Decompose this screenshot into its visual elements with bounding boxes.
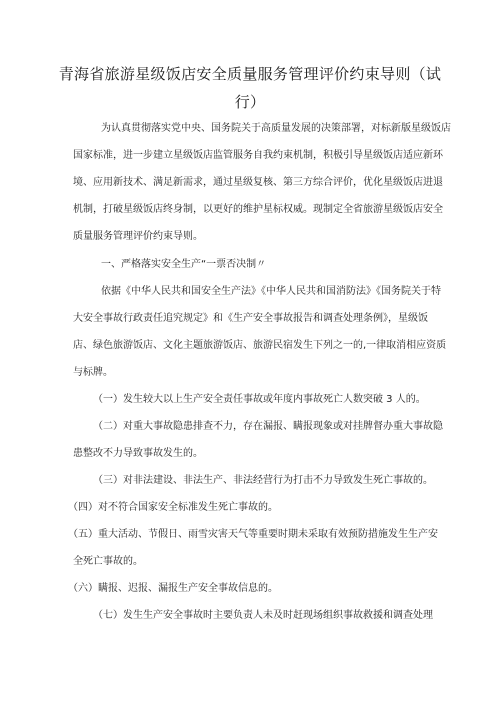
- document-title-line-2: 行）: [234, 93, 266, 111]
- paragraph-line: 店、绿色旅游饭店、文化主题旅游饭店、旅游民宿发生下列之一的,一律取消相应资质: [73, 340, 447, 351]
- list-item: （四）对不符合国家安全标准发生死亡事故的。: [68, 502, 278, 513]
- section-heading: 一、严格落实安全生产“一票否决制〃: [101, 259, 267, 270]
- paragraph-line: 为认真贯彻落实党中央、国务院关于高质量发展的决策部署，对标新版星级饭店: [101, 123, 451, 134]
- paragraph-line: （五）重大活动、节假日、雨雪灾害天气等重要时期未采取有效预防措施发生生产安: [68, 529, 438, 540]
- paragraph-line: 国家标准，进一步建立星级饭店监管服务自我约束机制，积极引导星级饭店适应新环: [73, 150, 443, 161]
- paragraph-line: 全死亡事故的。: [73, 556, 143, 567]
- paragraph-line: 机制，打破星级饭店终身制，以更好的维护星标权威。现制定全省旅游星级饭店安全: [73, 204, 443, 215]
- paragraph-line: 质量服务管理评价约束导则。: [73, 231, 203, 242]
- list-item: （三）对非法建设、非法生产、非法经营行为打击不力导致发生死亡事故的。: [93, 475, 433, 486]
- list-item: （六）瞒报、迟报、漏报生产安全事故信息的。: [68, 583, 278, 594]
- paragraph-line: 大安全事故行政责任追究规定》和《生产安全事故报告和调查处理条例》，星级饭: [73, 313, 428, 324]
- list-item: （一）发生较大以上生产安全责任事故或年度内事故死亡人数突破 3 人的。: [93, 394, 426, 405]
- paragraph-line: 境、应用新技术、满足新需求，通过星级复核、第三方综合评价，优化星级饭店进退: [73, 177, 443, 188]
- paragraph-line: 与标牌。: [73, 367, 113, 378]
- document-title-line-1: 青海省旅游星级饭店安全质量服务管理评价约束导则（试: [58, 65, 442, 83]
- paragraph-line: 依据《中华人民共和国安全生产法》《中华人民共和国消防法》《国务院关于特: [101, 286, 441, 297]
- paragraph-line: （二）对重大事故隐患排查不力，存在漏报、瞒报现象或对挂牌督办重大事故隐: [93, 421, 443, 432]
- paragraph-line: 患整改不力导致事故发生的。: [73, 448, 203, 459]
- list-item: （七）发生生产安全事故时主要负责人未及时赶现场组织事故救援和调查处理: [93, 610, 433, 621]
